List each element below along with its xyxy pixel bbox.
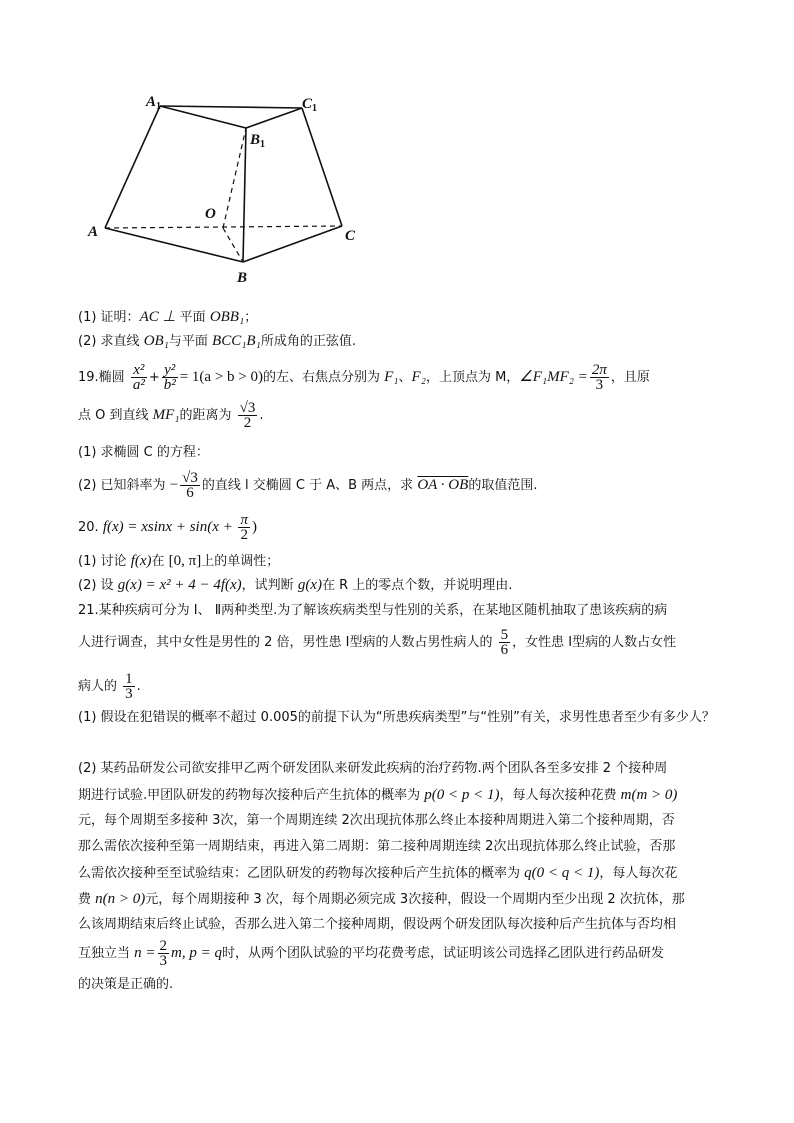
edge-o-b1-dashed [223,128,246,228]
geometry-figure [80,88,370,288]
q21-part2-line4: 那么需依次接种至第一周期结束，再进入第二周期：第二接种周期连续 2次出现抗体那么终止试验，否那 [78,839,676,854]
q18-part1: (1) 证明：AC ⊥ 平面 OBB₁； [78,309,258,325]
q21-part2-line8: 互独立当 n = $\frac{2}{3}$ m, p = q时，从两个团队试验的平均花费考虑，试证明该公司选择乙团队进行药品研发 [78,938,664,969]
frustum-diagram [80,88,370,288]
label-o: O [205,206,216,222]
label-a: A [88,224,99,240]
q19-statement-line2: 点 O 到直线 MF₁的距离为 $\frac{√3}{2}$ . [78,400,264,431]
q19-statement-line1: 19.椭圆 $\frac{\text{x²}}{\text{a²}}$ + $\frac{\text{y²}}{\text{b²}}$ = 1(a > b > 0)的左、右焦点分别为 F₁、F₂，上顶点为 M，∠F₁MF₂ = $\frac{2\pi}{3}$ ，且原 [78,362,650,393]
edge-a1-b1 [160,106,246,128]
label-c: C [345,228,356,244]
q21-line1: 21.某种疾病可分为 Ⅰ、 Ⅱ两种类型.为了解该疾病类型与性别的关系，在某地区随机抽取了患该疾病的病 [78,603,668,618]
q20-part1: (1) 讨论 f(x)在 [0, π]上的单调性； [78,553,280,569]
q21-part2-line7: 么该周期结束后终止试验，否那么进入第二个接种周期，假设两个研发团队每次接种后产生抗体与否均相 [78,917,677,932]
q19-part2: (2) 已知斜率为 − $\frac{√3}{6}$ 的直线 l 交椭圆 C 于 A、B 两点，求 OA · OB的取值范围. [78,470,538,501]
q21-part2-line1: (2) 某药品研发公司欲安排甲乙两个研发团队来研发此疾病的治疗药物.两个团队各至多安排 2 个接种周 [78,761,668,776]
label-c1: $C_1$ [302,96,318,114]
q21-line3: 病人的 $\frac{1}{3}$ . [78,671,141,702]
edge-a-b [105,228,243,262]
edge-a1-c1 [160,106,302,108]
edge-b-c [243,226,342,262]
q21-part1: (1) 假设在犯错误的概率不超过 0.005的前提下认为“所患疾病类型”与“性别”有关，求男性患者至少有多少人？ [78,710,715,725]
edge-a-a1 [105,106,160,228]
q18-part2: (2) 求直线 OB₁与平面 BCC₁B₁所成角的正弦值. [78,333,356,349]
q21-line2: 人进行调查，其中女性是男性的 2 倍，男性患 Ⅰ型病的人数占男性病人的 $\frac{5}{6}$ ，女性患 Ⅰ型病的人数占女性 [78,627,677,658]
label-b1: $B_1$ [250,132,266,150]
edge-o-b-dashed [223,228,243,262]
label-a1: $A_1$ [146,94,162,112]
q21-part2-line6: 费 n(n > 0)元，每个周期接种 3 次，每个周期必须完成 3次接种，假设一个周期内至少出现 2 次抗体，那 [78,891,685,907]
q20-part2: (2) 设 g(x) = x² + 4 − 4f(x)，试判断 g(x)在 R 上的零点个数，并说明理由. [78,577,513,593]
q19-part1: (1) 求椭圆 C 的方程： [78,445,209,460]
q21-part2-line5: 么需依次接种至至试验结束：乙团队研发的药物每次接种后产生抗体的概率为 q(0 < q < 1)，每人每次花 [78,865,678,881]
label-b: B [237,270,248,286]
q21-part2-line9: 的决策是正确的. [78,977,174,992]
q21-part2-line3: 元，每个周期至多接种 3次，第一个周期连续 2次出现抗体那么终止本接种周期进入第二个接种周期，否 [78,813,675,828]
q21-part2-line2: 期进行试验.甲团队研发的药物每次接种后产生抗体的概率为 p(0 < p < 1)，每人每次接种花费 m(m > 0) [78,787,678,803]
edge-c-c1 [302,108,342,226]
edge-b1-c1 [246,108,302,128]
edge-b-b1 [243,128,246,262]
q20-statement: 20. f(x) = xsinx + sin(x + $\frac{\pi}{2}$ ) [78,512,257,543]
